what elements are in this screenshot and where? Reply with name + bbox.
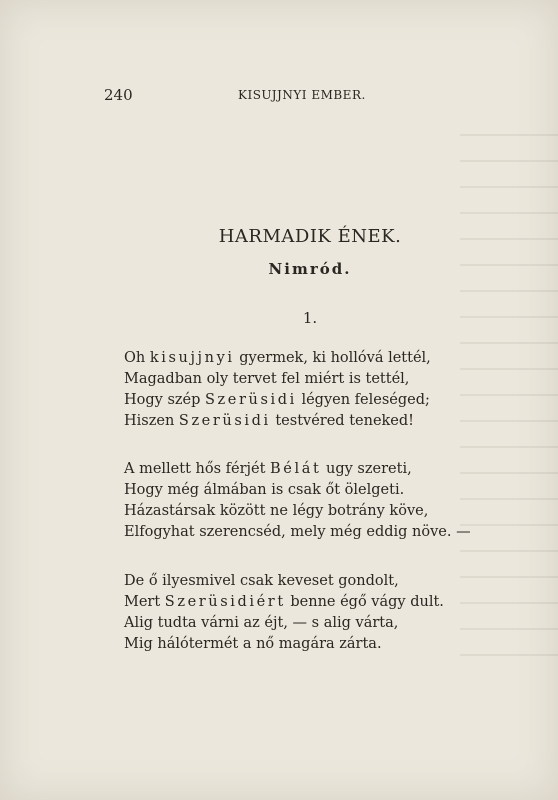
poem-line: Alig tudta várni az éjt, — s alig várta, bbox=[124, 615, 399, 631]
poem-line: Oh kisujjnyi gyermek, ki hollóvá lettél, bbox=[124, 350, 431, 366]
stanza bbox=[124, 459, 471, 543]
poem-line: De ő ilyesmivel csak keveset gondolt, bbox=[124, 573, 399, 589]
poem-line: Hiszen Szerüsidi testvéred teneked! bbox=[124, 413, 414, 429]
stanza bbox=[124, 348, 431, 432]
poem-line: Hogy szép Szerüsidi légyen feleséged; bbox=[124, 392, 430, 408]
page-number: 240 bbox=[104, 86, 133, 104]
poem-line: Hogy még álmában is csak őt ölelgeti. bbox=[124, 482, 405, 498]
section-subtitle: Nimród. bbox=[268, 260, 352, 278]
running-head: KISUJJNYI EMBER. bbox=[238, 88, 366, 102]
poem-line: Mert Szerüsidiért benne égő vágy dult. bbox=[124, 594, 444, 610]
show-through-text bbox=[460, 120, 558, 680]
poem-number: 1. bbox=[302, 309, 318, 327]
section-title: HARMADIK ÉNEK. bbox=[218, 226, 402, 247]
poem-line: Házastársak között ne légy botrány köve, bbox=[124, 503, 429, 519]
poem-line: A mellett hős férjét Bélát ugy szereti, bbox=[124, 461, 412, 477]
poem-line: Elfogyhat szerencséd, mely még eddig növe. — bbox=[124, 524, 471, 540]
poem-line: Mig hálótermét a nő magára zárta. bbox=[124, 636, 382, 652]
stanza bbox=[124, 571, 444, 655]
poem-line: Magadban oly tervet fel miért is tettél, bbox=[124, 371, 410, 387]
